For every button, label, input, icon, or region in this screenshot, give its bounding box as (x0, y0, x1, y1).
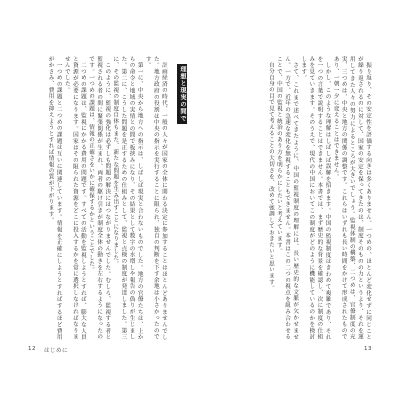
right-paragraph: さて、これまで述べてきたように、中国の監視制度の理解には、長い歴史的な文脈が欠かせません。一方で、近年の急速な変化を無視することもできません。本書はこの二つの視点を組み合わせることで、中国の監視と統治のあり方を明らかにしたいと考えています。 (275, 56, 299, 340)
left-paragraph: 計画経済の時代、一般の人々が国家の全体に関わる決定に参加することはほとんどありませんでした。地方政府の役割は中央の指示を実行することに限られ、独自の判断を下す余地は小さかったのです。 (144, 56, 167, 340)
left-paragraph: このように、監視の強化は必ずしも問題の解決にはつながりませんでした。むしろ、監視する者と監視される者の間に緊張関係が生まれ、両者の駆け引きが制度全体の動きを左右するようになったのです。一つめの課題は、情報の正確さをいかに確保するかということでした。 (88, 56, 111, 340)
right-paragraph: しかし、このような理解はしばしば誤解を招きます。中国の監視制度はきわめて複雑であり、それを一つの言葉で説明することはできません。本書では、まず歴史的な背景を確認し、次に制度の仕組みを見ていきます。そのうえで、現代の中国においてこの制度がどのように機能しているのかを検討します。 (300, 56, 331, 340)
right-page-number: 13 (364, 346, 372, 352)
left-page-number: 12 (28, 346, 36, 352)
right-paragraph: 振り返り、その安定性を評価する向きは多くありません。一つめの、ほとんど変化せずに同じことが繰り返されるのに対して、国家の安定を保ってきたのは、制度そのものの力というより、それを運用してきた人々の努力によるところが大きいでしょう。監視体制の構築、二つめは、官僚制度の充実、三つめは、中央と地方の関係の調整です。これらはいずれも長い時間をかけて形成されたものであり、一朝一夕に変えることはできません。 (332, 56, 371, 340)
running-title: はじめに (44, 348, 69, 354)
left-paragraph: 第一に、中央から地方への指示は、しばしば現実と合わないものでした。地方の官僚たちは、上からの命令と地域の実情との間で板挟みになり、その結果として数字の水増しや報告の偽りが生じました。第二に、こうした問題を是正するための仕組みとして、監視と点検の制度が発達しました。第三に、その監視の制度自体もまた、新たな問題を生み出すことになりました。 (112, 56, 143, 340)
left-paragraph: 二つめの課題は、監視にかかる費用の問題です。すべての活動を監視しようとすれば、膨大な人員と資源が必要になります。国家はその限られた資源をどこに投入するかを常に選択しなければなりませんでした。 (63, 56, 86, 340)
section-heading: 理想と現実の間で (177, 64, 187, 124)
right-paragraph: 自分自身の目で見て考えることの大切さを、改めて強調しておきたいと思います。 (267, 61, 274, 291)
left-paragraph: 一つめの課題と二つめの課題は互いに関連しています。情報を正確にしようとすればするほど費用がかさみ、費用を抑えようとすれば情報の質が下がります。 (47, 56, 62, 340)
right-page-text (212, 56, 372, 340)
left-page-text (30, 56, 192, 340)
